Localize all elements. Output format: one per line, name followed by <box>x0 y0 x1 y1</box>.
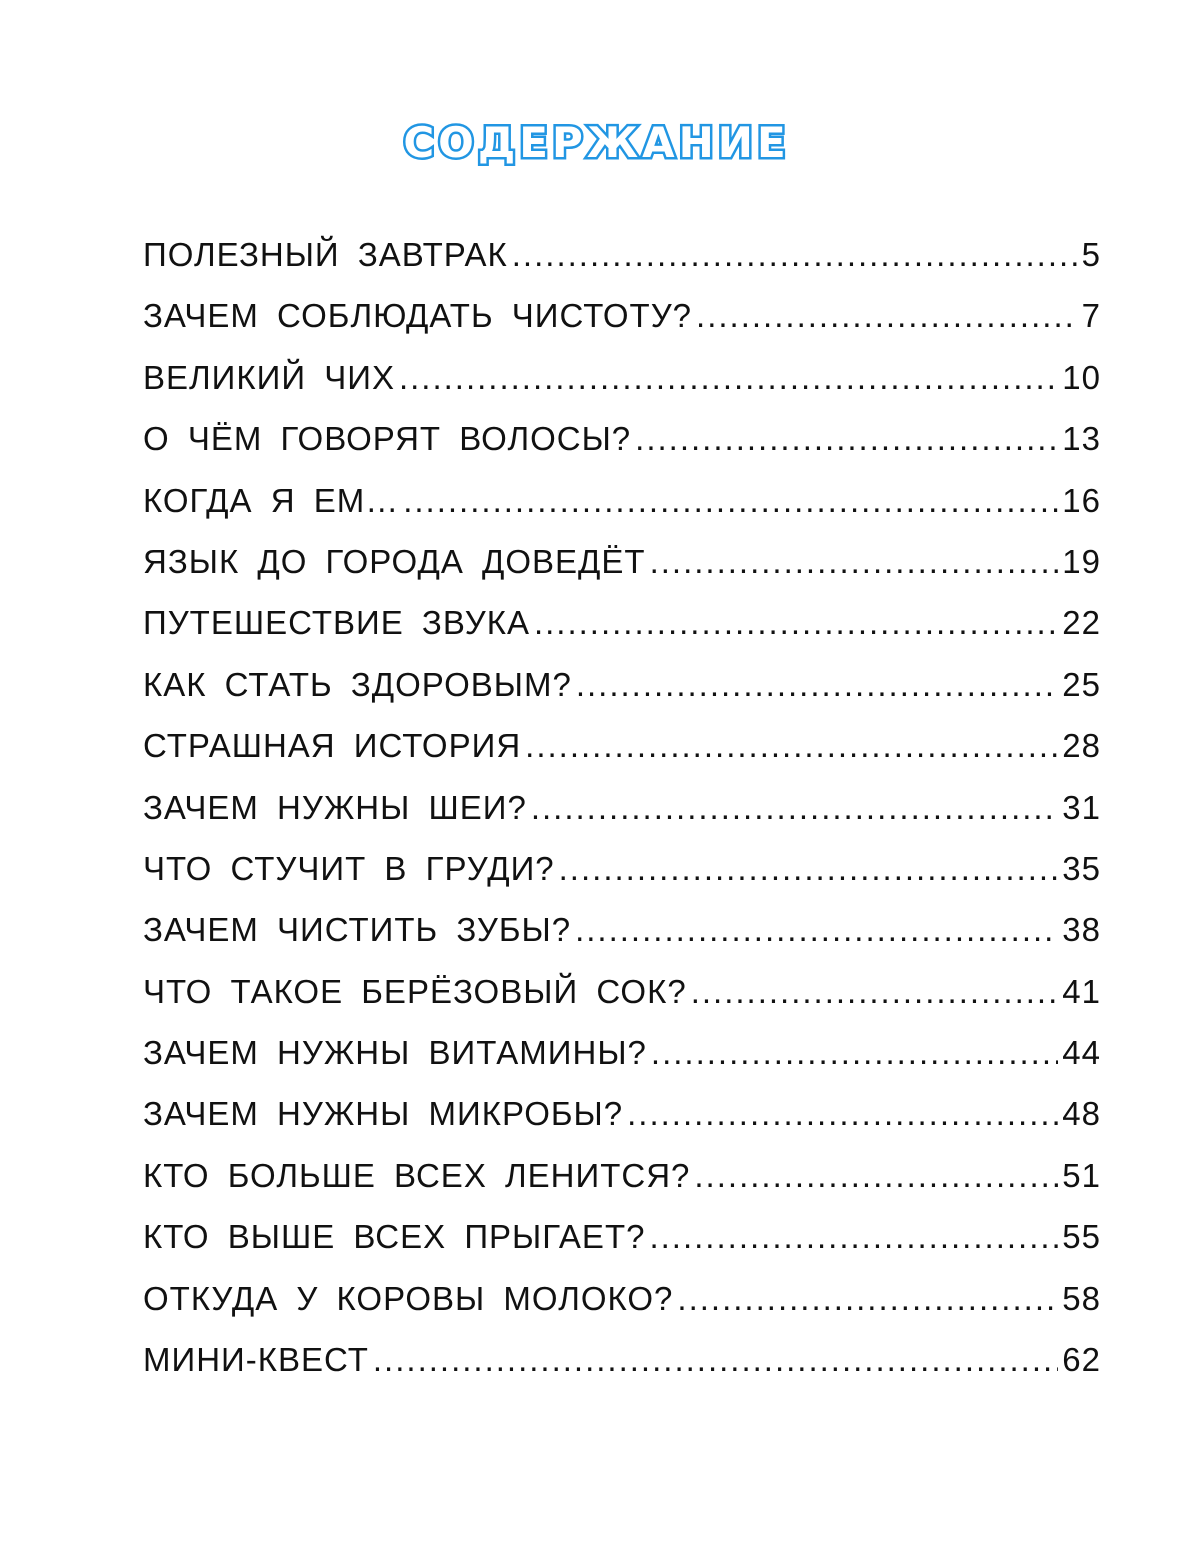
toc-entry[interactable] <box>143 973 1101 1034</box>
toc-entry-page-number: 51 <box>1062 1156 1101 1194</box>
toc-entry-page-number: 19 <box>1062 542 1101 580</box>
dot-leader <box>635 420 1058 458</box>
dot-leader <box>399 359 1058 397</box>
toc-entry-title: ЧТО СТУЧИТ В ГРУДИ? <box>143 849 555 887</box>
toc-entry[interactable] <box>143 1218 1101 1279</box>
toc-entry-title: ПОЛЕЗНЫЙ ЗАВТРАК <box>143 236 508 273</box>
toc-entry[interactable] <box>143 482 1101 543</box>
toc-entry[interactable] <box>143 1341 1101 1402</box>
toc-entry[interactable] <box>143 236 1101 297</box>
dot-leader <box>694 1157 1058 1195</box>
toc-entry-page-number: 35 <box>1062 849 1101 887</box>
dot-leader <box>525 727 1058 765</box>
toc-entry-title: ЯЗЫК ДО ГОРОДА ДОВЕДЁТ <box>143 542 646 580</box>
toc-entry-page-number: 44 <box>1062 1034 1101 1072</box>
page-title: СОДЕРЖАНИЕ <box>403 118 790 167</box>
toc-entry-page-number: 48 <box>1062 1095 1101 1133</box>
dot-leader <box>627 1095 1058 1133</box>
toc-entry-page-number: 16 <box>1062 481 1101 519</box>
toc-entry[interactable] <box>143 1157 1101 1218</box>
toc-entry-title: ВЕЛИКИЙ ЧИХ <box>143 358 395 396</box>
toc-entry-title: ЗАЧЕМ НУЖНЫ МИКРОБЫ? <box>143 1095 624 1133</box>
toc-entry[interactable] <box>143 297 1101 358</box>
toc-entry[interactable] <box>143 789 1101 850</box>
toc-entry-page-number: 5 <box>1081 236 1101 273</box>
toc-entry[interactable] <box>143 1280 1101 1341</box>
dot-leader <box>576 666 1058 704</box>
toc-entry[interactable] <box>143 420 1101 481</box>
toc-entry-title: ЗАЧЕМ НУЖНЫ ШЕИ? <box>143 788 527 826</box>
dot-leader <box>534 604 1058 642</box>
table-of-contents <box>143 236 1101 1402</box>
toc-entry-page-number: 38 <box>1062 911 1101 949</box>
toc-entry[interactable] <box>143 1095 1101 1156</box>
toc-entry-page-number: 62 <box>1062 1341 1101 1379</box>
dot-leader <box>650 543 1059 581</box>
toc-entry[interactable] <box>143 543 1101 604</box>
dot-leader <box>575 911 1058 949</box>
toc-entry[interactable] <box>143 850 1101 911</box>
toc-entry-page-number: 41 <box>1062 972 1101 1010</box>
toc-entry-title: ЗАЧЕМ ЧИСТИТЬ ЗУБЫ? <box>143 911 572 949</box>
toc-entry-title: ОТКУДА У КОРОВЫ МОЛОКО? <box>143 1279 674 1317</box>
toc-entry-title: ЗАЧЕМ НУЖНЫ ВИТАМИНЫ? <box>143 1034 647 1072</box>
toc-entry-title: ПУТЕШЕСТВИЕ ЗВУКА <box>143 604 530 642</box>
dot-leader <box>696 297 1078 335</box>
toc-entry-title: СТРАШНАЯ ИСТОРИЯ <box>143 727 522 765</box>
dot-leader <box>649 1218 1058 1256</box>
toc-entry-title: КАК СТАТЬ ЗДОРОВЫМ? <box>143 665 572 703</box>
dot-leader <box>373 1341 1058 1379</box>
toc-entry-title: КТО ВЫШЕ ВСЕХ ПРЫГАЕТ? <box>143 1218 646 1256</box>
toc-entry-page-number: 10 <box>1062 358 1101 396</box>
toc-entry[interactable] <box>143 359 1101 420</box>
toc-entry-page-number: 25 <box>1062 665 1101 703</box>
toc-entry-page-number: 55 <box>1062 1218 1101 1256</box>
toc-entry[interactable] <box>143 911 1101 972</box>
toc-entry-title: О ЧЁМ ГОВОРЯТ ВОЛОСЫ? <box>143 420 632 458</box>
toc-entry-title: ЗАЧЕМ СОБЛЮДАТЬ ЧИСТОТУ? <box>143 297 693 335</box>
toc-entry-title: КОГДА Я ЕМ… <box>143 481 400 519</box>
dot-leader <box>512 236 1078 274</box>
toc-entry-page-number: 7 <box>1081 297 1101 335</box>
dot-leader <box>531 789 1058 827</box>
dot-leader <box>651 1034 1058 1072</box>
toc-entry[interactable] <box>143 727 1101 788</box>
toc-entry-page-number: 58 <box>1062 1279 1101 1317</box>
toc-entry-title: КТО БОЛЬШЕ ВСЕХ ЛЕНИТСЯ? <box>143 1156 691 1194</box>
toc-entry-page-number: 28 <box>1062 727 1101 765</box>
toc-entry[interactable] <box>143 666 1101 727</box>
toc-entry[interactable] <box>143 1034 1101 1095</box>
toc-entry-title: МИНИ-КВЕСТ <box>143 1341 369 1379</box>
dot-leader <box>559 850 1059 888</box>
toc-entry-title: ЧТО ТАКОЕ БЕРЁЗОВЫЙ СОК? <box>143 972 687 1010</box>
toc-entry-page-number: 13 <box>1062 420 1101 458</box>
toc-entry-page-number: 22 <box>1062 604 1101 642</box>
toc-entry[interactable] <box>143 604 1101 665</box>
dot-leader <box>677 1280 1058 1318</box>
dot-leader <box>691 973 1059 1011</box>
dot-leader <box>403 482 1058 520</box>
toc-entry-page-number: 31 <box>1062 788 1101 826</box>
